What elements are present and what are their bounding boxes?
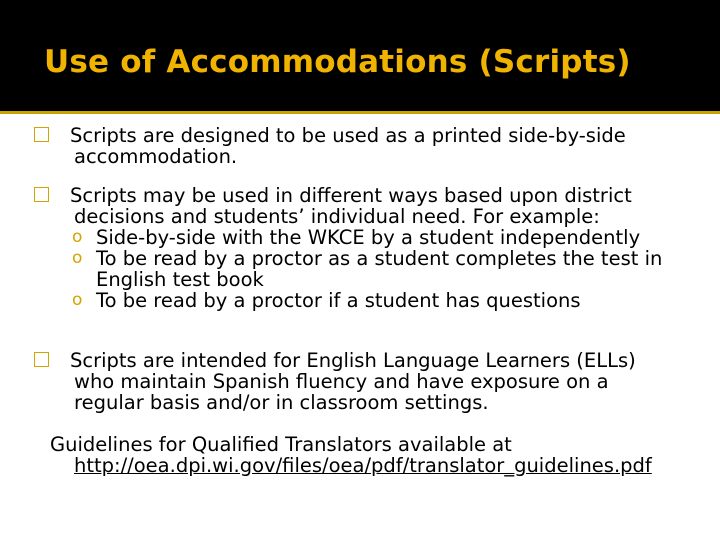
sub-bullet-line: English test book [96,268,264,291]
guidelines-link[interactable]: http://oea.dpi.wi.gov/files/oea/pdf/translator_guidelines.pdf [74,454,652,477]
sub-bullet-line: To be read by a proctor as a student completes the test in [96,247,663,270]
circle-bullet-icon: o [72,227,83,247]
bullet-line: who maintain Spanish fluency and have exposure on a [74,370,609,393]
bullet-item [34,185,694,311]
sub-bullet-item [34,227,694,248]
sub-bullet-line: Side-by-side with the WKCE by a student independently [96,226,641,249]
bullet-item [34,125,694,167]
footer-text: Guidelines for Qualified Translators available at [50,433,512,456]
bullet-square-icon [34,187,49,202]
bullet-line: accommodation. [74,145,238,168]
bullet-item [34,350,694,413]
bullet-square-icon [34,352,49,367]
bullet-line: Scripts are designed to be used as a printed side-by-side [70,124,626,147]
circle-bullet-icon: o [72,290,83,310]
bullet-line: Scripts are intended for English Language Learners (ELLs) [70,349,636,372]
bullet-square-icon [34,127,49,142]
title-divider [0,111,720,114]
footer-note [50,434,700,476]
bullet-line: decisions and students’ individual need. For example: [74,205,600,228]
bullet-line: Scripts may be used in different ways based upon district [70,184,632,207]
circle-bullet-icon: o [72,248,83,268]
slide-title: Use of Accommodations (Scripts) [44,44,631,80]
bullet-line: regular basis and/or in classroom settings. [74,391,489,414]
sub-bullet-item [34,248,694,290]
sub-bullet-item [34,290,694,311]
sub-bullet-line: To be read by a proctor if a student has questions [96,289,581,312]
